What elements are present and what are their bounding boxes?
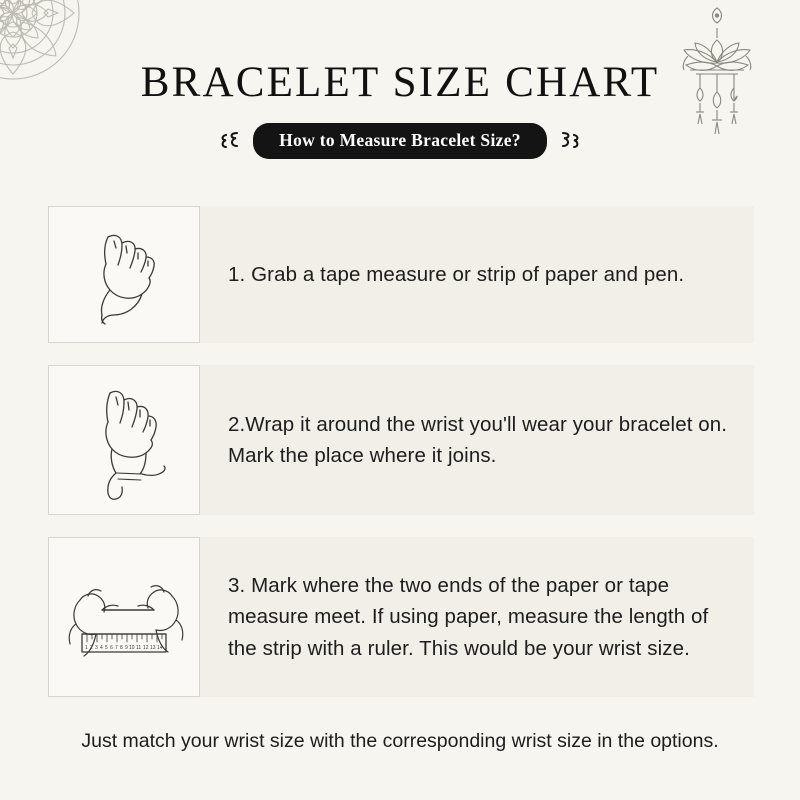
svg-text:8: 8 xyxy=(120,645,123,651)
swirl-flourish-icon xyxy=(557,128,583,154)
svg-text:14: 14 xyxy=(157,645,163,651)
step-item-2 xyxy=(48,365,754,515)
steps-list xyxy=(48,206,754,719)
svg-text:11: 11 xyxy=(136,645,142,651)
svg-text:7: 7 xyxy=(115,645,118,651)
svg-text:2: 2 xyxy=(90,645,93,651)
subtitle-badge: How to Measure Bracelet Size? xyxy=(253,123,547,159)
svg-text:3: 3 xyxy=(95,645,98,651)
svg-text:9: 9 xyxy=(125,645,128,651)
footer-note: Just match your wrist size with the corresponding wrist size in the options. xyxy=(81,730,719,752)
svg-text:6: 6 xyxy=(110,645,113,651)
svg-text:1: 1 xyxy=(85,645,88,651)
step-item-3 xyxy=(48,537,754,697)
step-item-1 xyxy=(48,206,754,343)
page-title: BRACELET SIZE CHART xyxy=(140,59,660,106)
hand-fist-illustration xyxy=(48,206,200,343)
svg-text:12: 12 xyxy=(143,645,149,651)
hands-measuring-strip-with-ruler-illustration xyxy=(48,537,200,697)
subtitle-row xyxy=(0,123,800,159)
svg-text:10: 10 xyxy=(129,645,135,651)
hand-with-tape-around-wrist-illustration xyxy=(48,365,200,515)
svg-text:13: 13 xyxy=(150,645,156,651)
swirl-flourish-icon xyxy=(217,128,243,154)
svg-text:4: 4 xyxy=(100,645,103,651)
step-text-3: 3. Mark where the two ends of the paper or tape measure meet. If using paper, measure the length of the strip with a ruler. This would be your wrist size. xyxy=(228,574,709,660)
step-text-1: 1. Grab a tape measure or strip of paper and pen. xyxy=(228,262,685,286)
svg-text:5: 5 xyxy=(105,645,108,651)
step-text-2: 2.Wrap it around the wrist you'll wear your bracelet on. Mark the place where it joins. xyxy=(228,412,728,467)
